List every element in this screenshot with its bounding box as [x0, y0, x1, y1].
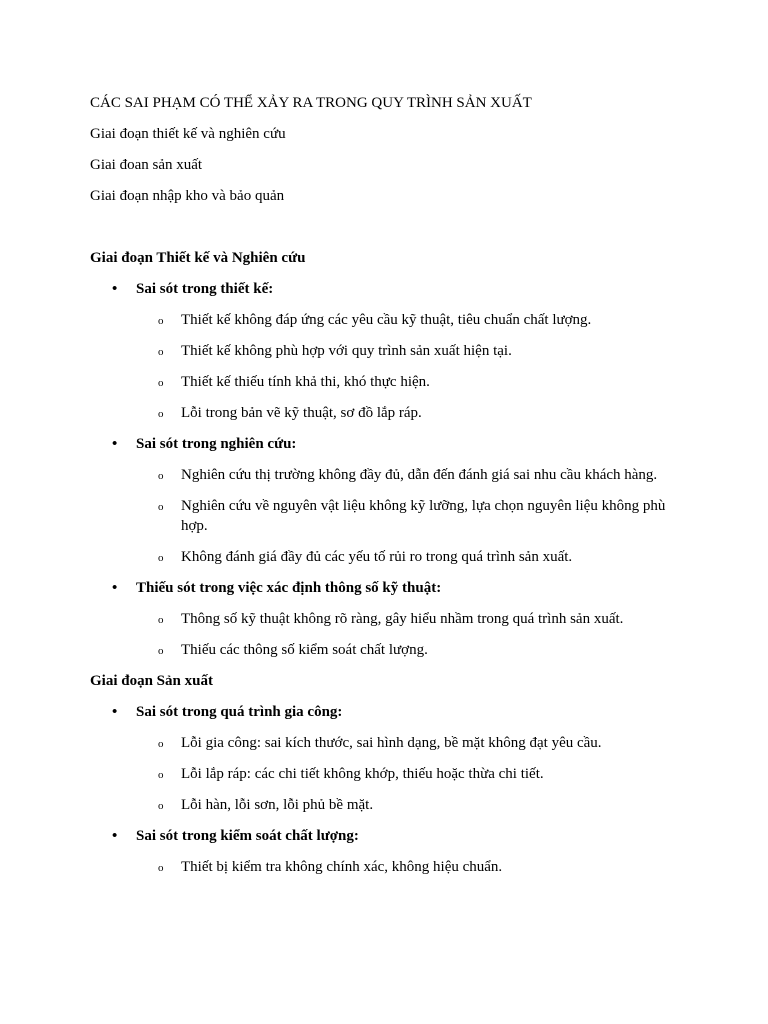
sub-item-text: Lỗi hàn, lỗi sơn, lỗi phủ bề mặt. [181, 797, 374, 813]
sub-item-text: Nghiên cứu về nguyên vật liệu không kỹ lưỡng, lựa chọn nguyên liệu không phù hợp. [181, 498, 666, 534]
toc-item-design: Giai đoạn thiết kế và nghiên cứu [90, 126, 286, 142]
sub-item [90, 640, 680, 660]
sub-item [90, 733, 680, 753]
sub-item [90, 403, 680, 423]
section-heading: Giai đoạn Thiết kế và Nghiên cứu [90, 250, 306, 266]
bullet-machining-errors [90, 702, 680, 815]
sub-item [90, 496, 680, 536]
circle-bullet-icon: o [158, 769, 164, 781]
circle-bullet-icon: o [158, 552, 164, 564]
sub-item-text: Thiết kế không phù hợp với quy trình sản xuất hiện tại. [181, 343, 512, 359]
sub-item-text: Thiếu các thông số kiểm soát chất lượng. [181, 642, 428, 658]
bullet-dot-icon: • [112, 828, 118, 844]
sub-item-text: Thiết kế không đáp ứng các yêu cầu kỹ thuật, tiêu chuẩn chất lượng. [181, 312, 592, 328]
section-design-research [90, 248, 680, 660]
bullet-dot-icon: • [112, 580, 118, 596]
table-of-contents [90, 124, 680, 206]
bullet-item [90, 826, 680, 846]
sub-item-text: Lỗi trong bản vẽ kỹ thuật, sơ đồ lắp ráp. [181, 405, 422, 421]
bullet-qc-errors [90, 826, 680, 877]
sub-item [90, 465, 680, 485]
bullet-dot-icon: • [112, 281, 118, 297]
toc-item-production: Giai đoan sản xuất [90, 157, 203, 173]
sub-item-text: Nghiên cứu thị trường không đầy đủ, dẫn đến đánh giá sai nhu cầu khách hàng. [181, 467, 658, 483]
sub-item [90, 310, 680, 330]
circle-bullet-icon: o [158, 315, 164, 327]
sub-item-text: Không đánh giá đầy đủ các yếu tố rủi ro trong quá trình sản xuất. [181, 549, 573, 565]
circle-bullet-icon: o [158, 645, 164, 657]
bullet-dot-icon: • [112, 704, 118, 720]
bullet-dot-icon: • [112, 436, 118, 452]
bullet-label: Sai sót trong thiết kế: [136, 281, 274, 297]
bullet-spec-errors [90, 578, 680, 660]
circle-bullet-icon: o [158, 470, 164, 482]
sub-item-text: Thiết bị kiểm tra không chính xác, không hiệu chuẩn. [181, 859, 503, 875]
document-page [90, 93, 680, 888]
circle-bullet-icon: o [158, 346, 164, 358]
sub-item [90, 609, 680, 629]
sub-item-text: Lỗi lắp ráp: các chi tiết không khớp, thiếu hoặc thừa chi tiết. [181, 766, 544, 782]
sub-item [90, 857, 680, 877]
bullet-item [90, 578, 680, 598]
sub-item [90, 795, 680, 815]
section-heading: Giai đoạn Sản xuất [90, 673, 213, 689]
section-production [90, 671, 680, 877]
circle-bullet-icon: o [158, 738, 164, 750]
sub-item [90, 764, 680, 784]
bullet-item [90, 702, 680, 722]
toc-item-storage: Giai đoạn nhập kho và bảo quản [90, 188, 285, 204]
sub-item-text: Thiết kế thiếu tính khả thi, khó thực hiện. [181, 374, 430, 390]
document-title: CÁC SAI PHẠM CÓ THỂ XẢY RA TRONG QUY TRÌNH SẢN XUẤT [90, 95, 532, 111]
bullet-label: Sai sót trong nghiên cứu: [136, 436, 297, 452]
sub-item-text: Lỗi gia công: sai kích thước, sai hình dạng, bề mặt không đạt yêu cầu. [181, 735, 602, 751]
bullet-item [90, 279, 680, 299]
circle-bullet-icon: o [158, 501, 164, 513]
bullet-label: Sai sót trong quá trình gia công: [136, 704, 343, 720]
circle-bullet-icon: o [158, 408, 164, 420]
bullet-research-errors [90, 434, 680, 567]
bullet-label: Sai sót trong kiểm soát chất lượng: [136, 828, 359, 844]
sub-item [90, 547, 680, 567]
circle-bullet-icon: o [158, 800, 164, 812]
sub-item [90, 341, 680, 361]
spacer [90, 217, 680, 248]
circle-bullet-icon: o [158, 377, 164, 389]
bullet-item [90, 434, 680, 454]
circle-bullet-icon: o [158, 862, 164, 874]
sub-item-text: Thông số kỹ thuật không rõ ràng, gây hiểu nhầm trong quá trình sản xuất. [181, 611, 624, 627]
bullet-label: Thiếu sót trong việc xác định thông số kỹ thuật: [136, 580, 442, 596]
circle-bullet-icon: o [158, 614, 164, 626]
sub-item [90, 372, 680, 392]
bullet-design-errors [90, 279, 680, 423]
